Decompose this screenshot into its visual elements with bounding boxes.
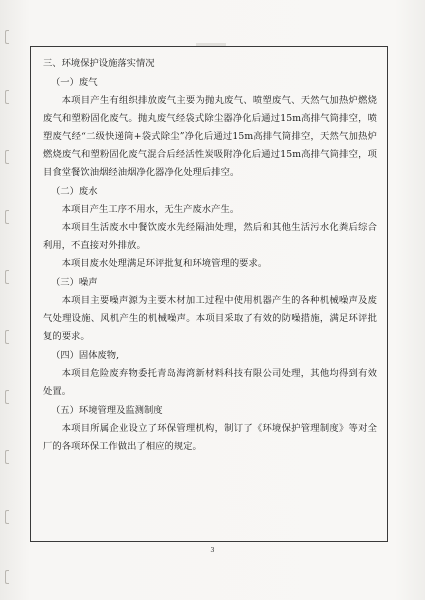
subsection-heading: （一）废气 (51, 77, 98, 88)
binding-holes (5, 20, 11, 590)
paragraph: 本项目废水处理满足环评批复和环境管理的要求。 (61, 258, 268, 269)
subsection-solid-waste (43, 346, 377, 401)
subsection-noise (43, 273, 377, 346)
paragraph: 本项目主要噪声源为主要木材加工过程中使用机器产生的各种机械噪声及废气处理设施、风机产生的机械噪声。本项目采取了有效的防噪措施，满足环评批复的要求。 (43, 295, 377, 342)
paragraph: 本项目所属企业设立了环保管理机构，制订了《环境保护管理制度》等对全厂的各项环保工作做出了相应的规定。 (43, 423, 377, 452)
subsection-heading: （二）废水 (51, 186, 98, 197)
subsection-environmental-management (43, 401, 377, 456)
paragraph: 本项目生活废水中餐饮废水先经隔油处理，然后和其他生活污水化粪后综合利用，不直接对外排放。 (43, 222, 377, 251)
document-body (43, 54, 377, 456)
section-title: 三、环境保护设施落实情况 (43, 58, 155, 69)
subsection-heading: （五）环境管理及监测制度 (51, 405, 163, 416)
subsection-heading: （三）噪声 (51, 277, 98, 288)
paragraph: 本项目产生有组织排放废气主要为抛丸废气、喷塑废气、天然气加热炉燃烧废气和塑粉固化废气。抛丸废气经袋式除尘器净化后通过15m高排气筒排空，喷塑废气经“二级快递筒+袋式除尘”净化后通过15m高排气筒排空，天然气加热炉燃烧废气和塑粉固化废气混合后经活性炭吸附净化后通过15m高排气筒排空，项目食堂餐饮油烟经油烟净化器净化处理后排空。 (43, 95, 377, 178)
paragraph: 本项目产生工序不用水，无生产废水产生。 (61, 204, 240, 215)
subsection-wastewater (43, 182, 377, 273)
page-number: 3 (210, 546, 215, 554)
subsection-exhaust-gas (43, 73, 377, 182)
subsection-heading: （四）固体废物, (51, 350, 120, 361)
paragraph: 本项目危险废弃物委托青岛海湾新材料科技有限公司处理，其他均得到有效处置。 (43, 368, 377, 397)
